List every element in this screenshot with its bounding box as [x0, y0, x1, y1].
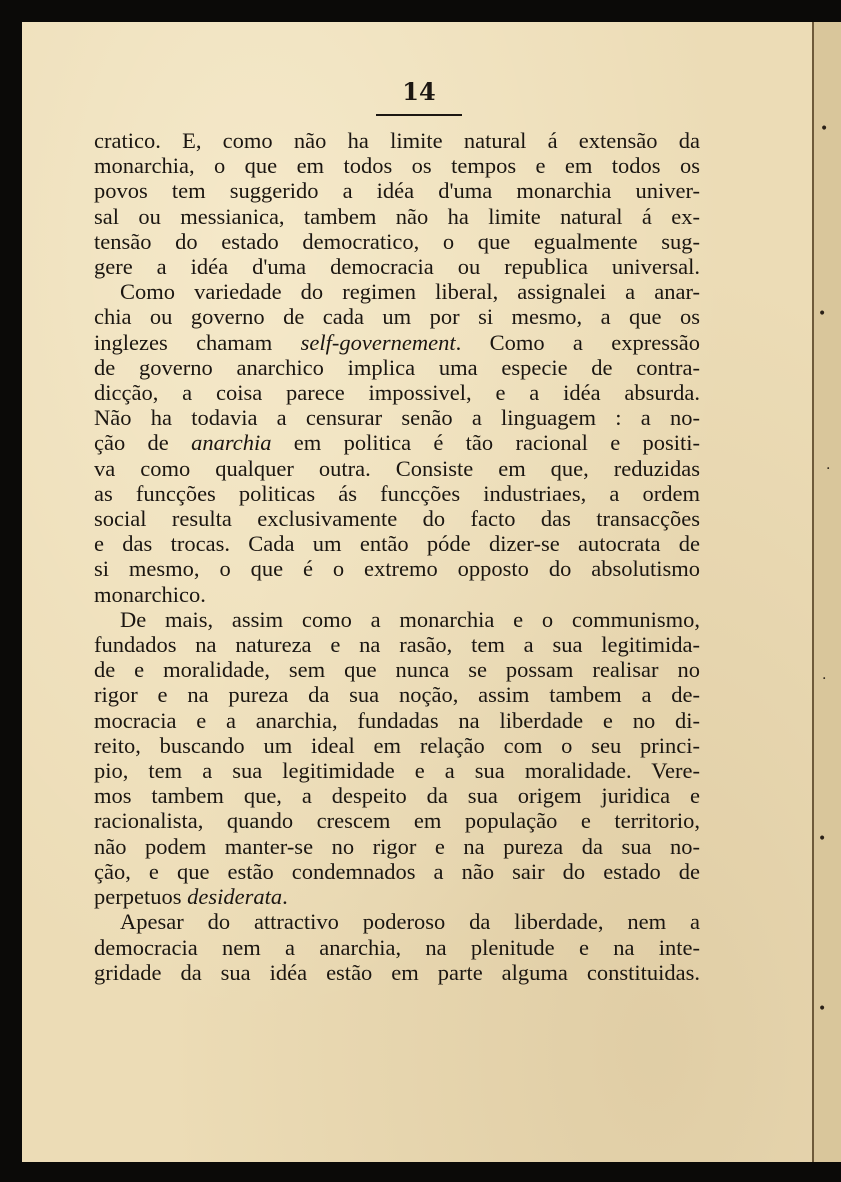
text-line: rigor e na pureza da sua noção, assim tambem a de-: [94, 682, 700, 708]
text-run: inglezes chamam: [94, 329, 301, 355]
body-text: [94, 128, 700, 985]
text-line: De mais, assim como a monarchia e o communismo,: [120, 606, 700, 632]
text-line: povos tem suggerido a idéa d'uma monarchia univer-: [94, 178, 700, 204]
text-line: as funcções politicas ás funcções industriaes, a ordem: [94, 480, 700, 506]
ink-mark-decoration: ·: [822, 671, 827, 687]
text-line: tensão do estado democratico, o que egualmente sug-: [94, 228, 700, 254]
text-run: em politica é tão racional e positi-: [271, 430, 700, 456]
text-line: mos tambem que, a despeito da sua origem juridica e: [94, 783, 700, 809]
text-line: [94, 330, 700, 355]
text-line: va como qualquer outra. Consiste em que, reduzidas: [94, 455, 700, 481]
adjacent-page-edge: [812, 22, 841, 1162]
text-line: dicção, a coisa parece impossivel, e a idéa absurda.: [94, 380, 700, 406]
text-line: racionalista, quando crescem em população e territorio,: [94, 808, 700, 834]
text-line: [94, 884, 700, 909]
text-run: perpetuos: [94, 884, 188, 910]
page-number-rule: [376, 114, 462, 116]
text-line: gridade da sua idéa estão em parte alguma constituidas.: [94, 959, 700, 985]
ink-mark-decoration: •: [818, 831, 827, 847]
text-line: de governo anarchico implica uma especie de contra-: [94, 354, 700, 380]
text-line: monarchia, o que em todos os tempos e em todos os: [94, 153, 700, 179]
text-line: de e moralidade, sem que nunca se possam realisar no: [94, 657, 700, 683]
text-line: monarchico.: [94, 581, 206, 607]
text-line: mocracia e a anarchia, fundadas na liberdade e no di-: [94, 707, 700, 733]
ink-mark-decoration: ·: [826, 461, 831, 477]
text-line: pio, tem a sua legitimidade e a sua moralidade. Vere-: [94, 758, 700, 784]
ink-mark-decoration: •: [820, 121, 829, 137]
text-line: fundados na natureza e na rasão, tem a sua legitimida-: [94, 632, 700, 658]
text-line: Não ha todavia a censurar senão a linguagem : a no-: [94, 405, 700, 431]
text-line: e das trocas. Cada um então póde dizer-se autocrata de: [94, 531, 700, 557]
text-line: democracia nem a anarchia, na plenitude e na inte-: [94, 934, 700, 960]
text-line: cratico. E, como não ha limite natural á extensão da: [94, 128, 700, 153]
page-number: 14: [402, 77, 436, 106]
text-line: sal ou messianica, tambem não ha limite natural á ex-: [94, 203, 700, 229]
text-line: reito, buscando um ideal em relação com o seu princi-: [94, 732, 700, 758]
text-line: social resulta exclusivamente do facto das transacções: [94, 506, 700, 532]
italic-term: desiderata: [187, 884, 283, 910]
text-run: .: [282, 884, 288, 910]
text-line: não podem manter-se no rigor e na pureza da sua no-: [94, 833, 700, 859]
text-line: ção, e que estão condemnados a não sair do estado de: [94, 858, 700, 884]
text-run: ção de: [94, 430, 192, 456]
page-sheet: [22, 22, 812, 1162]
italic-term: anarchia: [191, 430, 272, 456]
italic-term: self-governement: [300, 329, 456, 355]
text-line: Apesar do attractivo poderoso da liberdade, nem a: [120, 909, 700, 935]
text-line: si mesmo, o que é o extremo opposto do absolutismo: [94, 556, 700, 582]
text-line: gere a idéa d'uma democracia ou republica universal.: [94, 254, 700, 280]
text-run: . Como a expressão: [455, 329, 700, 355]
text-line: [94, 430, 700, 455]
ink-mark-decoration: •: [818, 306, 827, 322]
text-line: Como variedade do regimen liberal, assignalei a anar-: [120, 279, 700, 305]
ink-mark-decoration: •: [818, 1001, 827, 1017]
text-line: chia ou governo de cada um por si mesmo, a que os: [94, 304, 700, 330]
